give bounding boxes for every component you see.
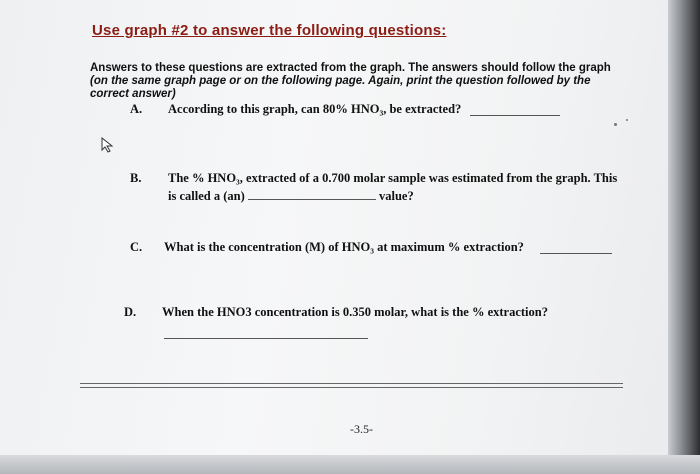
question-b-answer-blank[interactable] <box>248 188 376 200</box>
question-c-letter: C. <box>130 240 143 254</box>
question-c <box>130 240 630 256</box>
question-d-answer-blank[interactable] <box>164 327 368 339</box>
question-b-text-line2 <box>168 188 414 204</box>
mouse-pointer-icon <box>101 137 115 153</box>
instructions-paragraph <box>90 62 630 101</box>
paper-speck <box>614 123 617 126</box>
page-heading: Use graph #2 to answer the following questions: <box>92 22 447 39</box>
question-a <box>130 102 570 118</box>
page-number: -3.5- <box>350 422 373 436</box>
page-edge-shadow <box>668 0 700 474</box>
question-d-text: When the HNO3 concentration is 0.350 molar, what is the % extraction? <box>162 305 548 319</box>
question-a-letter: A. <box>130 102 143 116</box>
question-b-prefix: is called a (an) <box>168 189 245 203</box>
instructions-bold-text: Answers to these questions are extracted from the graph. The answers should follow the graph <box>90 62 611 74</box>
instructions-italic-text: (on the same graph page or on the following page. Again, print the question followed by the correct answer) <box>90 75 591 100</box>
question-b-suffix: value? <box>378 189 414 203</box>
question-c-answer-blank[interactable] <box>540 242 612 254</box>
question-b <box>130 171 630 205</box>
question-d <box>124 305 644 345</box>
paper-speck <box>626 119 628 121</box>
question-b-text-line1: The % HNO₃, extracted of a 0.700 molar sample was estimated from the graph. This <box>168 171 618 185</box>
page-bottom-edge <box>0 455 700 474</box>
question-b-letter: B. <box>130 171 142 185</box>
question-a-text: According to this graph, can 80% HNO₃, be extracted? <box>168 102 462 116</box>
horizontal-rule <box>80 383 623 388</box>
question-d-letter: D. <box>124 305 137 319</box>
question-c-text: What is the concentration (M) of HNO₃ at maximum % extraction? <box>164 240 524 254</box>
question-a-answer-blank[interactable] <box>470 104 560 116</box>
